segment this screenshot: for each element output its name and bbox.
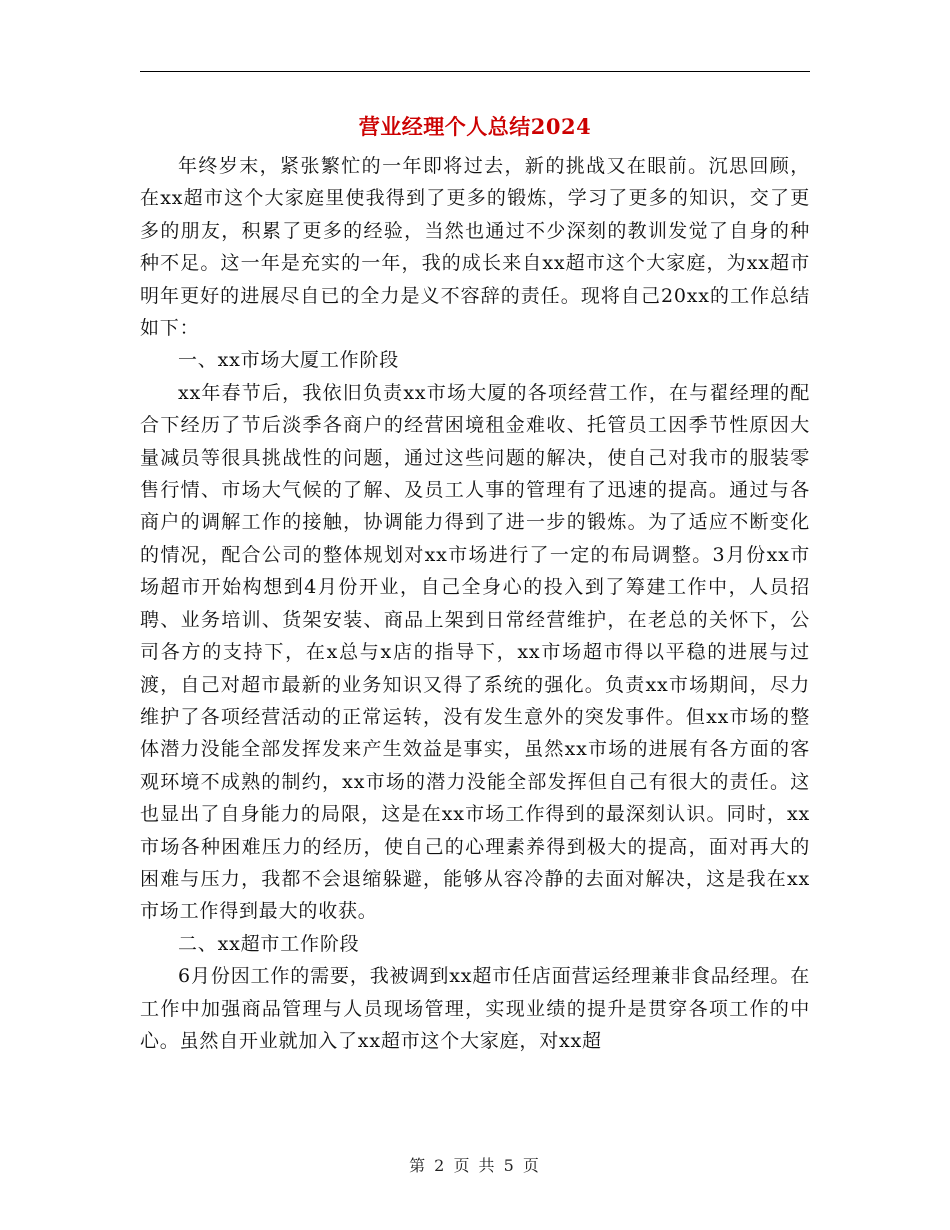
paragraph-section-1: xx年春节后，我依旧负责xx市场大厦的各项经营工作，在与翟经理的配合下经历了节后淡季各商户的经营困境租金难收、托管员工因季节性原因大量减员等很具挑战性的问题，通过这些问题的解决，使自己对我市的服装零售行情、市场大气候的了解、及员工人事的管理有了迅速的提高。通过与各商户的调解工作的接触，协调能力得到了进一步的锻炼。为了适应不断变化的情况，配合公司的整体规划对xx市场进行了一定的布局调整。3月份xx市场超市开始构想到4月份开业，自己全身心的投入到了筹建工作中，人员招聘、业务培训、货架安装、商品上架到日常经营维护，在老总的关怀下，公司各方的支持下，在x总与x店的指导下，xx市场超市得以平稳的进展与过渡，自己对超市最新的业务知识又得了系统的强化。负责xx市场期间，尽力维护了各项经营活动的正常运转，没有发生意外的突发事件。但xx市场的整体潜力没能全部发挥发来产生效益是事实，虽然xx市场的进展有各方面的客观环境不成熟的制约，xx市场的潜力没能全部发挥但自己有很大的责任。这也显出了自身能力的局限，这是在xx市场工作得到的最深刻认识。同时，xx市场各种困难压力的经历，使自己的心理素养得到极大的提高，面对再大的困难与压力，我都不会退缩躲避，能够从容冷静的去面对解决，这是我在xx市场工作得到最大的收获。 <box>140 381 810 923</box>
document-body <box>140 150 810 1057</box>
section-heading-2: 二、xx超市工作阶段 <box>178 932 360 955</box>
header-rule <box>140 71 810 72</box>
paragraph-intro: 年终岁末，紧张繁忙的一年即将过去，新的挑战又在眼前。沉思回顾，在xx超市这个大家庭里使我得到了更多的锻炼，学习了更多的知识，交了更多的朋友，积累了更多的经验，当然也通过不少深刻的教训发觉了自身的种种不足。这一年是充实的一年，我的成长来自xx超市这个大家庭，为xx超市明年更好的进展尽自已的全力是义不容辞的责任。现将自己20xx的工作总结如下： <box>140 155 810 340</box>
section-heading-1: 一、xx市场大厦工作阶段 <box>178 349 400 372</box>
page-number: 第 2 页 共 5 页 <box>409 1156 541 1175</box>
paragraph-section-2: 6月份因工作的需要，我被调到xx超市任店面营运经理兼非食品经理。在工作中加强商品管理与人员现场管理，实现业绩的提升是贯穿各项工作的中心。虽然自开业就加入了xx超市这个大家庭，对xx超 <box>140 965 810 1052</box>
document-title: 营业经理个人总结2024 <box>358 114 592 139</box>
